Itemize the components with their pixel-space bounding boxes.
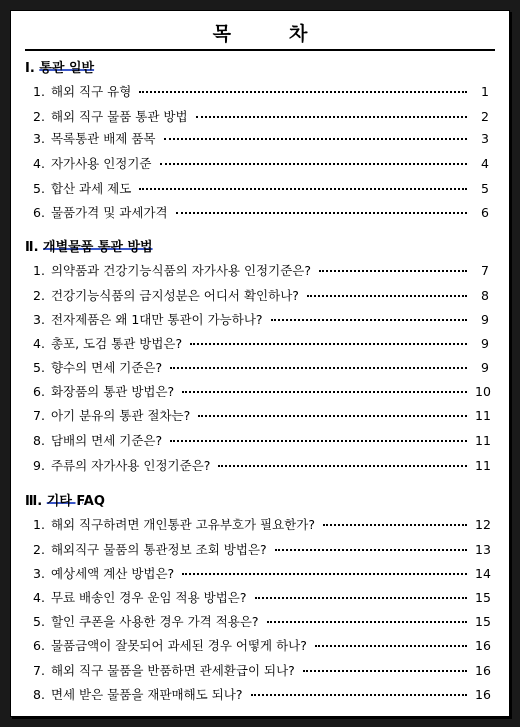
dot-leader (139, 91, 467, 93)
toc-page (10, 10, 510, 717)
entry-title: 해외 직구하려면 개인통관 고유부호가 필요한가? (50, 517, 315, 532)
entry-page: 5 (481, 181, 489, 196)
section-title: 개별물품 통관 방법 (43, 240, 153, 255)
entry-title: 의약품과 건강기능식품의 자가사용 인정기준은? (50, 263, 311, 278)
section-numeral: Ⅰ. (25, 61, 35, 76)
entry-page: 11 (475, 433, 491, 448)
toc-entry[interactable] (33, 203, 489, 221)
toc-entry[interactable] (33, 515, 489, 533)
toc-entry[interactable] (33, 661, 489, 679)
entry-title: 총포, 도검 통관 방법은? (50, 336, 183, 351)
toc-entry[interactable] (33, 334, 489, 352)
entry-page: 16 (475, 663, 491, 678)
toc-entry[interactable] (33, 431, 489, 449)
entry-page: 3 (481, 131, 489, 146)
toc-entry[interactable] (33, 685, 489, 703)
title-char-2: 차 (289, 23, 308, 45)
entry-number: 2. (33, 109, 45, 124)
entry-number: 6. (33, 205, 45, 220)
entry-number: 6. (33, 384, 45, 399)
entry-title: 목록통관 배제 품목 (50, 131, 156, 146)
title-char-1: 목 (212, 23, 231, 45)
entry-number: 3. (33, 312, 45, 327)
dot-leader (198, 415, 467, 417)
entry-title: 담배의 면세 기준은? (50, 433, 163, 448)
dot-leader (271, 319, 467, 321)
dot-leader (196, 116, 467, 118)
entry-page: 15 (475, 614, 491, 629)
entry-page: 16 (475, 638, 491, 653)
toc-entry[interactable] (33, 179, 489, 197)
entry-number: 1. (33, 517, 45, 532)
entry-number: 4. (33, 336, 45, 351)
entry-title: 자가사용 인정기준 (50, 156, 152, 171)
entry-number: 1. (33, 84, 45, 99)
dot-leader (139, 188, 467, 190)
entry-page: 8 (481, 288, 489, 303)
toc-entry[interactable] (33, 382, 489, 400)
entry-number: 7. (33, 663, 45, 678)
entry-number: 2. (33, 288, 45, 303)
entry-page: 11 (475, 408, 491, 423)
entry-title: 면세 받은 물품을 재판매해도 되나? (50, 687, 243, 702)
entry-title: 합산 과세 제도 (50, 181, 132, 196)
entry-number: 7. (33, 408, 45, 423)
entry-page: 16 (475, 687, 491, 702)
entry-page: 4 (481, 156, 489, 171)
entry-number: 4. (33, 156, 45, 171)
entry-title: 해외 직구 물품 통관 방법 (50, 109, 188, 124)
entry-title: 전자제품은 왜 1대만 통관이 가능하나? (50, 312, 263, 327)
entry-number: 2. (33, 542, 45, 557)
entry-page: 14 (475, 566, 491, 581)
page-title (11, 19, 509, 46)
entry-page: 9 (481, 312, 489, 327)
entry-number: 8. (33, 433, 45, 448)
entry-number: 5. (33, 181, 45, 196)
dot-leader (164, 138, 468, 140)
section-title: 통관 일반 (39, 61, 95, 76)
entry-title: 할인 쿠폰을 사용한 경우 가격 적용은? (50, 614, 259, 629)
entry-number: 6. (33, 638, 45, 653)
section-numeral: Ⅲ. (25, 494, 43, 509)
toc-entry[interactable] (33, 286, 489, 304)
entry-number: 5. (33, 360, 45, 375)
toc-entry[interactable] (33, 358, 489, 376)
toc-entry[interactable] (33, 406, 489, 424)
entry-title: 해외 직구 물품을 반품하면 관세환급이 되나? (50, 663, 295, 678)
entry-title: 주류의 자가사용 인정기준은? (50, 458, 211, 473)
toc-entry[interactable] (33, 261, 489, 279)
dot-leader (303, 670, 467, 672)
dot-leader (275, 549, 467, 551)
toc-entry[interactable] (33, 540, 489, 558)
entry-title: 물품금액이 잘못되어 과세된 경우 어떻게 하나? (50, 638, 307, 653)
toc-entry[interactable] (33, 564, 489, 582)
dot-leader (190, 343, 467, 345)
entry-page: 7 (481, 263, 489, 278)
entry-page: 12 (475, 517, 491, 532)
entry-page: 9 (481, 360, 489, 375)
toc-entry[interactable] (33, 107, 489, 125)
entry-title: 아기 분유의 통관 절차는? (50, 408, 191, 423)
dot-leader (182, 391, 467, 393)
section-heading-2 (25, 236, 153, 255)
dot-leader (176, 212, 467, 214)
entry-page: 13 (475, 542, 491, 557)
section-heading-3 (25, 490, 105, 509)
entry-page: 2 (481, 109, 489, 124)
toc-entry[interactable] (33, 588, 489, 606)
entry-number: 3. (33, 131, 45, 146)
toc-entry[interactable] (33, 456, 489, 474)
entry-number: 5. (33, 614, 45, 629)
dot-leader (251, 694, 467, 696)
dot-leader (170, 440, 467, 442)
section-numeral: Ⅱ. (25, 240, 39, 255)
toc-entry[interactable] (33, 612, 489, 630)
entry-page: 15 (475, 590, 491, 605)
entry-page: 11 (475, 458, 491, 473)
dot-leader (170, 367, 467, 369)
entry-page: 6 (481, 205, 489, 220)
entry-number: 1. (33, 263, 45, 278)
entry-page: 9 (481, 336, 489, 351)
toc-entry[interactable] (33, 129, 489, 147)
entry-number: 4. (33, 590, 45, 605)
dot-leader (307, 295, 467, 297)
dot-leader (160, 163, 467, 165)
dot-leader (182, 573, 467, 575)
entry-title: 화장품의 통관 방법은? (50, 384, 175, 399)
entry-title: 물품가격 및 과세가격 (50, 205, 168, 220)
entry-title: 해외 직구 유형 (50, 84, 132, 99)
entry-number: 8. (33, 687, 45, 702)
dot-leader (267, 621, 467, 623)
dot-leader (255, 597, 468, 599)
toc-entry[interactable] (33, 82, 489, 100)
section-heading-1 (25, 57, 94, 76)
entry-page: 10 (475, 384, 491, 399)
entry-title: 건강기능식품의 금지성분은 어디서 확인하나? (50, 288, 299, 303)
entry-number: 3. (33, 566, 45, 581)
entry-title: 무료 배송인 경우 운임 적용 방법은? (50, 590, 247, 605)
dot-leader (323, 524, 467, 526)
entry-page: 1 (481, 84, 489, 99)
toc-entry[interactable] (33, 636, 489, 654)
entry-title: 예상세액 계산 방법은? (50, 566, 175, 581)
entry-title: 향수의 면세 기준은? (50, 360, 163, 375)
toc-entry[interactable] (33, 310, 489, 328)
dot-leader (315, 645, 467, 647)
dot-leader (218, 465, 467, 467)
entry-number: 9. (33, 458, 45, 473)
title-divider (25, 49, 495, 51)
dot-leader (319, 270, 467, 272)
toc-entry[interactable] (33, 154, 489, 172)
section-title: 기타 FAQ (46, 494, 105, 509)
entry-title: 해외직구 물품의 통관정보 조회 방법은? (50, 542, 267, 557)
